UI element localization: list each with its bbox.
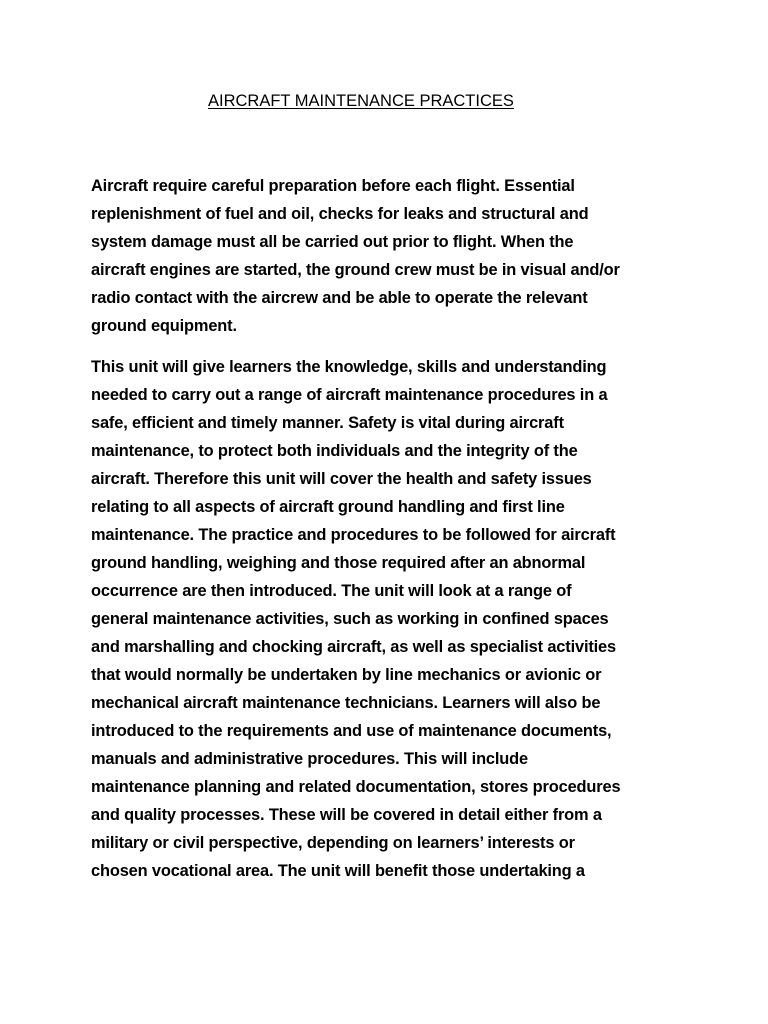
text-line: maintenance, to protect both individuals and the integrity of the [91, 442, 578, 460]
text-line: relating to all aspects of aircraft ground handling and first line [91, 498, 565, 516]
text-line: introduced to the requirements and use of maintenance documents, [91, 722, 612, 740]
text-line: ground handling, weighing and those required after an abnormal [91, 554, 586, 572]
text-line: manuals and administrative procedures. This will include [91, 750, 528, 768]
text-line: ground equipment. [91, 317, 237, 335]
paragraph-1 [91, 172, 691, 340]
text-line: maintenance planning and related documentation, stores procedures [91, 778, 621, 796]
text-line: that would normally be undertaken by line mechanics or avionic or [91, 666, 602, 684]
text-line: aircraft engines are started, the ground crew must be in visual and/or [91, 261, 620, 279]
text-line: chosen vocational area. The unit will benefit those undertaking a [91, 862, 585, 880]
text-line: occurrence are then introduced. The unit will look at a range of [91, 582, 572, 600]
text-line: Aircraft require careful preparation before each flight. Essential [91, 177, 575, 195]
text-line: mechanical aircraft maintenance technicians. Learners will also be [91, 694, 601, 712]
text-line: military or civil perspective, depending on learners’ interests or [91, 834, 575, 852]
text-line: and quality processes. These will be covered in detail either from a [91, 806, 602, 824]
text-line: maintenance. The practice and procedures to be followed for aircraft [91, 526, 616, 544]
document-title: AIRCRAFT MAINTENANCE PRACTICES [208, 92, 514, 110]
text-line: system damage must all be carried out prior to flight. When the [91, 233, 574, 251]
text-line: This unit will give learners the knowledge, skills and understanding [91, 358, 607, 376]
text-line: needed to carry out a range of aircraft maintenance procedures in a [91, 386, 608, 404]
paragraph-2 [91, 353, 691, 885]
text-line: radio contact with the aircrew and be able to operate the relevant [91, 289, 588, 307]
text-line: replenishment of fuel and oil, checks for leaks and structural and [91, 205, 589, 223]
text-line: aircraft. Therefore this unit will cover the health and safety issues [91, 470, 592, 488]
text-line: general maintenance activities, such as working in confined spaces [91, 610, 609, 628]
text-line: safe, efficient and timely manner. Safety is vital during aircraft [91, 414, 564, 432]
text-line: and marshalling and chocking aircraft, as well as specialist activities [91, 638, 616, 656]
